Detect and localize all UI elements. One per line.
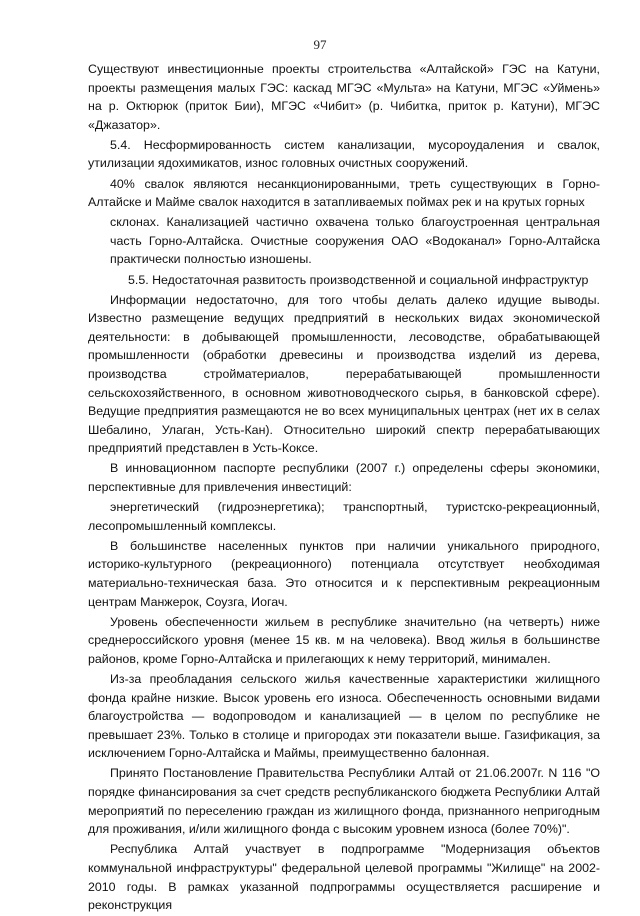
paragraph-hydro-projects: Существуют инвестиционные проекты строительства «Алтайской» ГЭС на Катуни, проекты размещения малых ГЭС: каскад МГЭС «Мульта» на Катуни, МГЭС «Уймень» на р. Октюрюк (приток Бии), МГЭС «Чибит» (р. Чибитка, приток р. Катуни), МГЭС «Джазатор». bbox=[88, 62, 600, 132]
paragraph-housing-quality: Из-за преобладания сельского жилья качественные характеристики жилищного фонда крайне низкие. Высок уровень его износа. Обеспеченность основными видами благоустройства — водопроводом и канализацией — в целом по республике не превышает 23%. Только в столице и пригородах эти показатели выше. Газификация, за исключением Горно-Алтайска и Маймы, преимущественно балонная. bbox=[88, 672, 600, 761]
paragraph-dumps: 40% свалок являются несанкционированными, треть существующих в Горно-Алтайске и Майме свалок находится в затапливаемых поймах рек и на крутых горных bbox=[88, 176, 600, 210]
document-body bbox=[88, 60, 600, 916]
paragraph-recreation: В большинстве населенных пунктов при наличии уникального природного, историко-культурного (рекреационного) потенциала отсутствует необходимая материально-техническая база. Это относится и к перспективным рекреационным центрам Манжерок, Соузга, Иогач. bbox=[88, 538, 600, 609]
paragraph-zhilische-program: Республика Алтай участвует в подпрограмме "Модернизация объектов коммунальной инфраструктуры" федеральной целевой программы "Жилище" на 2002-2010 годы. В рамках указанной подпрограммы осуществляется расширение и реконструкция bbox=[88, 842, 600, 913]
paragraph-resolution-116: Принято Постановление Правительства Республики Алтай от 21.06.2007г. N 116 "О порядке финансирования за счет средств республиканского бюджета Республики Алтай мероприятий по переселению граждан из жилищного фонда, признанного непригодным для проживания, и/или жилищного фонда с высоким уровнем износа (более 70%)". bbox=[88, 766, 600, 837]
page-number: 97 bbox=[313, 37, 327, 52]
paragraph-sewerage: склонах. Канализацией частично охвачена только благоустроенная центральная часть Горно-Алтайска. Очистные сооружения ОАО «Водоканал» Горно-Алтайска практически полностью изношены. bbox=[110, 215, 600, 267]
paragraph-innovation-passport: В инновационном паспорте республики (2007 г.) определены сферы экономики, перспективные для привлечения инвестиций: bbox=[88, 461, 600, 495]
paragraph-complexes: энергетический (гидроэнергетика); транспортный, туристско-рекреационный, лесопромышленный комплексы. bbox=[88, 500, 600, 533]
paragraph-housing-level: Уровень обеспеченности жильем в республике значительно (на четверть) ниже среднероссийского уровня (менее 15 кв. м на человека). Ввод жилья в большинстве районов, кроме Горно-Алтайска и прилегающих к нему территорий, минимален. bbox=[88, 614, 600, 666]
paragraph-section-5-5: 5.5. Недостаточная развитость производственной и социальной инфраструктур bbox=[128, 272, 589, 287]
paragraph-enterprises: Информации недостаточно, для того чтобы делать далеко идущие выводы. Известно размещение ведущих предприятий в нескольких видах экономической деятельности: в добывающей промышленности, лесоводстве, обрабатывающей промышленности (обработки древесины и производства изделий из дерева, производства стройматериалов, перерабатывающей промышленности сельскохозяйственного, в основном животноводческого сырья, в банковской сфере). Ведущие предприятия размещаются не во всех муниципальных центрах (нет их в селах Шебалино, Улаган, Усть-Кан). Относительно широкий спектр перерабатывающих предприятий представлен в Усть-Коксе. bbox=[88, 292, 600, 456]
paragraph-section-5-4: 5.4. Несформированность систем канализации, мусороудаления и свалок, утилизации ядохимикатов, износ головных очистных сооружений. bbox=[88, 137, 600, 171]
